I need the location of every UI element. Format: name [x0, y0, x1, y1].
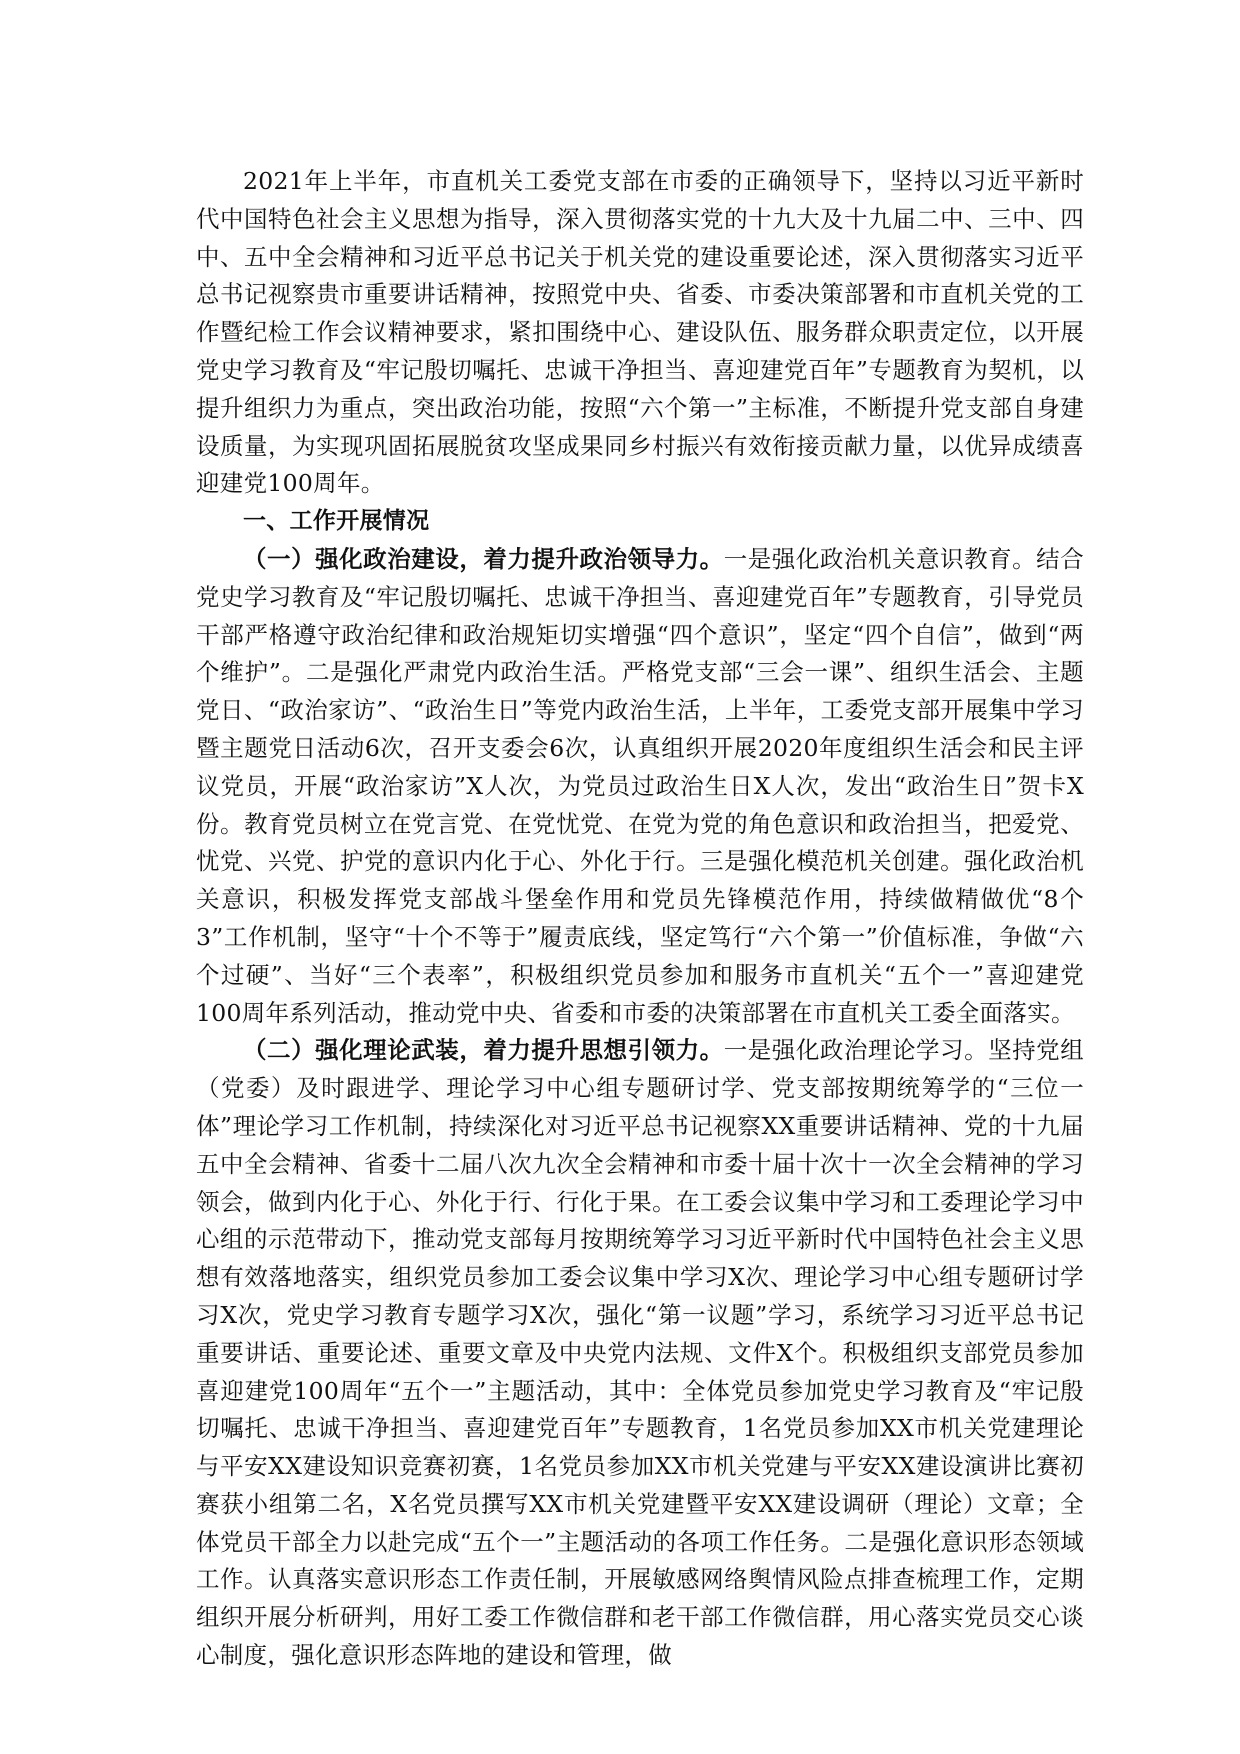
- intro-paragraph: 2021年上半年，市直机关工委党支部在市委的正确领导下，坚持以习近平新时代中国特色社会主义思想为指导，深入贯彻落实党的十九大及十九届二中、三中、四中、五中全会精神和习近平总书记关于机关党的建设重要论述，深入贯彻落实习近平总书记视察贵市重要讲话精神，按照党中央、省委、市委决策部署和市直机关党的工作暨纪检工作会议精神要求，紧扣围绕中心、建设队伍、服务群众职责定位，以开展党史学习教育及“牢记殷切嘱托、忠诚干净担当、喜迎建党百年”专题教育为契机，以提升组织力为重点，突出政治功能，按照“六个第一”主标准，不断提升党支部自身建设质量，为实现巩固拓展脱贫攻坚成果同乡村振兴有效衔接贡献力量，以优异成绩喜迎建党100周年。: [196, 167, 1084, 498]
- subsection-theoretical-armament: [196, 1032, 1084, 1675]
- section-heading-work-progress: 一、工作开展情况: [243, 508, 430, 535]
- subsection-title-political: （一）强化政治建设，着力提升政治领导力。: [243, 544, 724, 573]
- subsection-body-political: 一是强化政治机关意识教育。结合党史学习教育及“牢记殷切嘱托、忠诚干净担当、喜迎建党百年”专题教育，引导党员干部严格遵守政治纪律和政治规矩切实增强“四个意识”，坚定“四个自信”，做到“两个维护”。二是强化严肃党内政治生活。严格党支部“三会一课”、组织生活会、主题党日、“政治家访”、“政治生日”等党内政治生活，上半年，工委党支部开展集中学习暨主题党日活动6次，召开支委会6次，认真组织开展2020年度组织生活会和民主评议党员，开展“政治家访”X人次，为党员过政治生日X人次，发出“政治生日”贺卡X份。教育党员树立在党言党、在党忧党、在党为党的角色意识和政治担当，把爱党、忧党、兴党、护党的意识内化于心、外化于行。三是强化模范机关创建。强化政治机关意识，积极发挥党支部战斗堡垒作用和党员先锋模范作用，持续做精做优“8个3”工作机制，坚守“十个不等于”履责底线，坚定笃行“六个第一”价值标准，争做“六个过硬”、当好“三个表率”，积极组织党员参加和服务市直机关“五个一”喜迎建党100周年系列活动，推动党中央、省委和市委的决策部署在市直机关工委全面落实。: [196, 544, 1085, 1027]
- subsection-political-construction: [196, 541, 1084, 1032]
- subsection-body-theory: 一是强化政治理论学习。坚持党组（党委）及时跟进学、理论学习中心组专题研讨学、党支部按期统筹学的“三位一体”理论学习工作机制，持续深化对习近平总书记视察XX重要讲话精神、党的十九届五中全会精神、省委十二届八次九次全会精神和市委十届十次十一次全会精神的学习领会，做到内化于心、外化于行、行化于果。在工委会议集中学习和工委理论学习中心组的示范带动下，推动党支部每月按期统筹学习习近平新时代中国特色社会主义思想有效落地落实，组织党员参加工委会议集中学习X次、理论学习中心组专题研讨学习X次，党史学习教育专题学习X次，强化“第一议题”学习，系统学习习近平总书记重要讲话、重要论述、重要文章及中央党内法规、文件X个。积极组织支部党员参加喜迎建党100周年“五个一”主题活动，其中：全体党员参加党史学习教育及“牢记殷切嘱托、忠诚干净担当、喜迎建党百年”专题教育，1名党员参加XX市机关党建理论与平安XX建设知识竞赛初赛，1名党员参加XX市机关党建与平安XX建设演讲比赛初赛获小组第二名，X名党员撰写XX市机关党建暨平安XX建设调研（理论）文章；全体党员干部全力以赴完成“五个一”主题活动的各项工作任务。二是强化意识形态领域工作。认真落实意识形态工作责任制，开展敏感网络舆情风险点排查梳理工作，定期组织开展分析研判，用好工委工作微信群和老干部工作微信群，用心落实党员交心谈心制度，强化意识形态阵地的建设和管理，做: [196, 1036, 1085, 1670]
- subsection-title-theory: （二）强化理论武装，着力提升思想引领力。: [243, 1036, 724, 1065]
- document-page: [196, 163, 1084, 1675]
